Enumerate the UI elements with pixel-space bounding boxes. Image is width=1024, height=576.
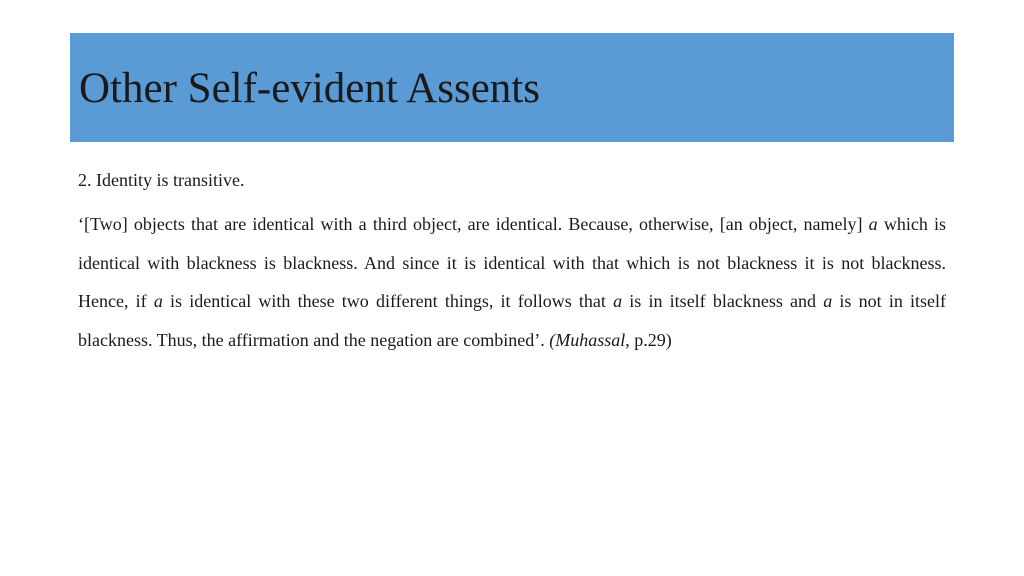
quote-text: is identical with these two different things, it follows that [162,291,614,311]
citation-title: Muhassal [555,329,626,350]
variable-a: a [613,291,623,311]
quote-text: ‘[Two] objects that are identical with a third object, are identical. Because, otherwise, [an object, namely] [78,214,869,234]
quote-paragraph [78,205,946,359]
title-bar [70,33,954,142]
quote-text: is not in itself blackness. Thus, the affirmation and the negation are combined’. [78,291,947,350]
citation-page: , p.29) [625,329,672,350]
point-statement: 2. Identity is transitive. [78,170,245,190]
slide-title: Other Self-evident Assents [79,65,540,112]
slide-content [78,167,946,359]
quote-text: which is identical with blackness is blackness. And since it is identical with that which is not blackness it is not blackness. Hence, if [78,214,947,311]
citation-open: ( [549,329,556,350]
variable-a: a [868,214,878,234]
variable-a: a [153,291,163,311]
variable-a: a [823,291,833,311]
quote-text: is in itself blackness and [622,291,824,311]
